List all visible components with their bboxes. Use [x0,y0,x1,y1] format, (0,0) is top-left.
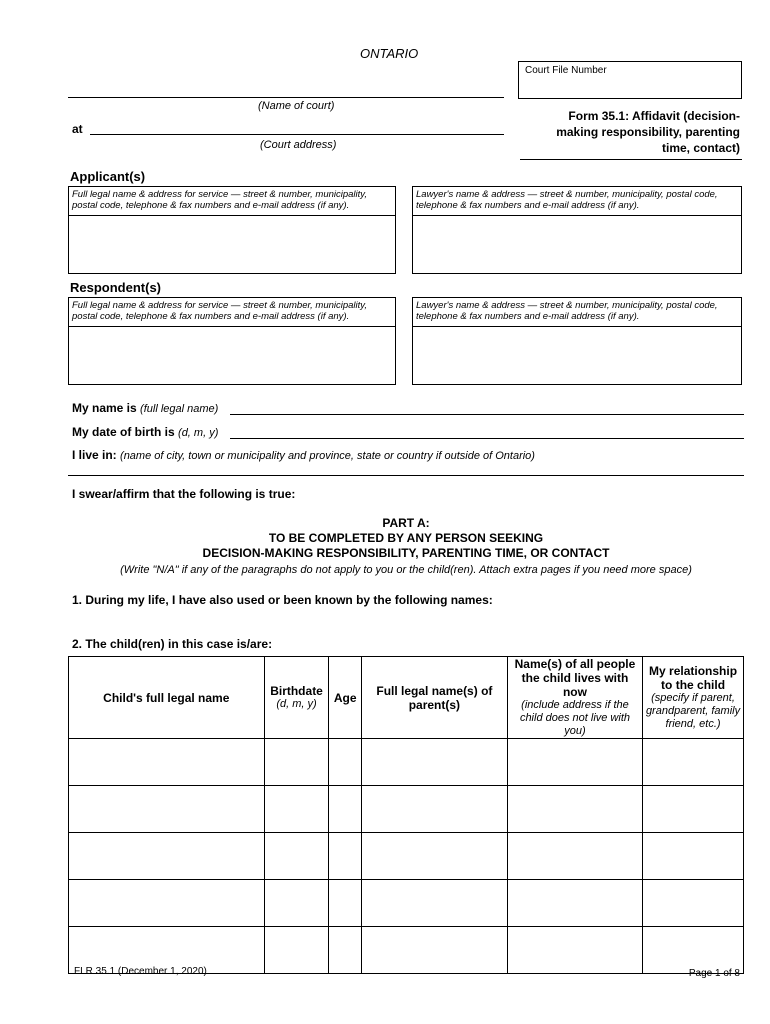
col-birthdate [264,657,329,739]
court-address-field[interactable] [90,134,504,135]
relationship-cell[interactable] [643,927,744,974]
col-relationship-sub: (specify if parent, grandparent, family friend, etc.) [645,692,741,730]
dob-hint: (d, m, y) [178,427,219,439]
child-name-cell[interactable] [69,786,265,833]
swear-statement: I swear/affirm that the following is true: [72,487,296,501]
child-name-cell[interactable] [69,739,265,786]
lives-with-cell[interactable] [507,833,642,880]
birthdate-cell[interactable] [264,739,329,786]
table-row [69,880,744,927]
col-age-label: Age [333,690,357,705]
child-name-cell[interactable] [69,833,265,880]
question-2: 2. The child(ren) in this case is/are: [72,637,273,651]
part-a-line2: TO BE COMPLETED BY ANY PERSON SEEKING [268,531,544,545]
live-hint: (name of city, town or municipality and province, state or country if outside of Ontario) [120,450,535,462]
applicants-heading: Applicant(s) [70,169,146,184]
applicant-lawyer-divider [413,215,741,216]
part-a-line1: PART A: [382,516,430,530]
col-child-name [69,657,265,739]
children-table-header [69,657,744,739]
at-label: at [72,122,83,136]
children-table [68,656,744,974]
court-address-caption: (Court address) [260,139,337,151]
dob-label: My date of birth is [72,425,175,439]
residence-field[interactable] [68,475,744,476]
footer-form-id: FLR 35.1 (December 1, 2020) [74,966,207,977]
col-birthdate-label: Birthdate [270,684,323,698]
respondent-lawyer-divider [413,326,741,327]
col-age [329,657,361,739]
birthdate-cell[interactable] [264,833,329,880]
name-line-label [72,401,218,415]
relationship-cell[interactable] [643,833,744,880]
col-relationship [643,657,744,739]
footer-page-number: Page 1 of 8 [688,968,740,979]
respondent-lawyer-caption: Lawyer's name & address — street & number, municipality, postal code, telephone & fax numbers and e-mail address (if any). [416,300,718,322]
parents-cell[interactable] [361,786,507,833]
child-name-cell[interactable] [69,880,265,927]
lives-with-cell[interactable] [507,739,642,786]
age-cell[interactable] [329,927,361,974]
court-file-number-box[interactable] [518,61,742,99]
birthdate-cell[interactable] [264,786,329,833]
name-label: My name is [72,401,137,415]
form-title: Form 35.1: Affidavit (decision-making responsibility, parenting time, contact) [556,109,740,155]
table-row [69,739,744,786]
part-a-line3: DECISION-MAKING RESPONSIBILITY, PARENTING TIME, OR CONTACT [202,546,610,560]
question-1: 1. During my life, I have also used or been known by the following names: [72,593,493,607]
col-birthdate-sub: (d, m, y) [276,698,317,710]
form-title-underline [520,159,742,160]
date-of-birth-field[interactable] [230,438,744,439]
birthdate-cell[interactable] [264,880,329,927]
relationship-cell[interactable] [643,739,744,786]
table-row [69,833,744,880]
full-name-field[interactable] [230,414,744,415]
lives-with-cell[interactable] [507,927,642,974]
table-row [69,786,744,833]
court-name-caption: (Name of court) [258,100,335,112]
name-hint: (full legal name) [140,403,219,415]
col-parents [361,657,507,739]
applicant-lawyer-box[interactable] [412,186,742,274]
col-relationship-label: My relationship to the child [649,664,738,692]
court-name-field[interactable] [68,97,504,98]
age-cell[interactable] [329,739,361,786]
respondents-heading: Respondent(s) [70,280,161,295]
province-title: ONTARIO [360,46,419,61]
respondent-party-box[interactable] [68,297,396,385]
col-lives-with-sub: (include address if the child does not live with you) [519,699,630,737]
part-a-note: (Write "N/A" if any of the paragraphs do not apply to you or the child(ren). Attach extra pages if you need more space) [120,564,692,576]
age-cell[interactable] [329,880,361,927]
col-lives-with-label: Name(s) of all people the child lives with now [514,657,636,699]
dob-line-label [72,425,218,439]
parents-cell[interactable] [361,927,507,974]
applicant-party-divider [69,215,395,216]
birthdate-cell[interactable] [264,927,329,974]
col-lives-with [507,657,642,739]
live-line-label [72,448,535,462]
applicant-lawyer-caption: Lawyer's name & address — street & number, municipality, postal code, telephone & fax numbers and e-mail address (if any). [416,189,718,211]
lives-with-cell[interactable] [507,786,642,833]
court-file-number-label: Court File Number [525,65,607,76]
age-cell[interactable] [329,786,361,833]
part-a-heading [68,516,744,561]
live-label: I live in: [72,448,117,462]
lives-with-cell[interactable] [507,880,642,927]
parents-cell[interactable] [361,833,507,880]
relationship-cell[interactable] [643,786,744,833]
relationship-cell[interactable] [643,880,744,927]
parents-cell[interactable] [361,880,507,927]
col-parents-label: Full legal name(s) of parent(s) [376,683,493,712]
parents-cell[interactable] [361,739,507,786]
respondent-party-caption: Full legal name & address for service — street & number, municipality, postal code, telephone & fax numbers and e-mail address (if any). [72,300,367,322]
age-cell[interactable] [329,833,361,880]
col-child-name-label: Child's full legal name [103,690,230,705]
respondent-party-divider [69,326,395,327]
applicant-party-box[interactable] [68,186,396,274]
respondent-lawyer-box[interactable] [412,297,742,385]
applicant-party-caption: Full legal name & address for service — street & number, municipality, postal code, telephone & fax numbers and e-mail address (if any). [72,189,367,211]
